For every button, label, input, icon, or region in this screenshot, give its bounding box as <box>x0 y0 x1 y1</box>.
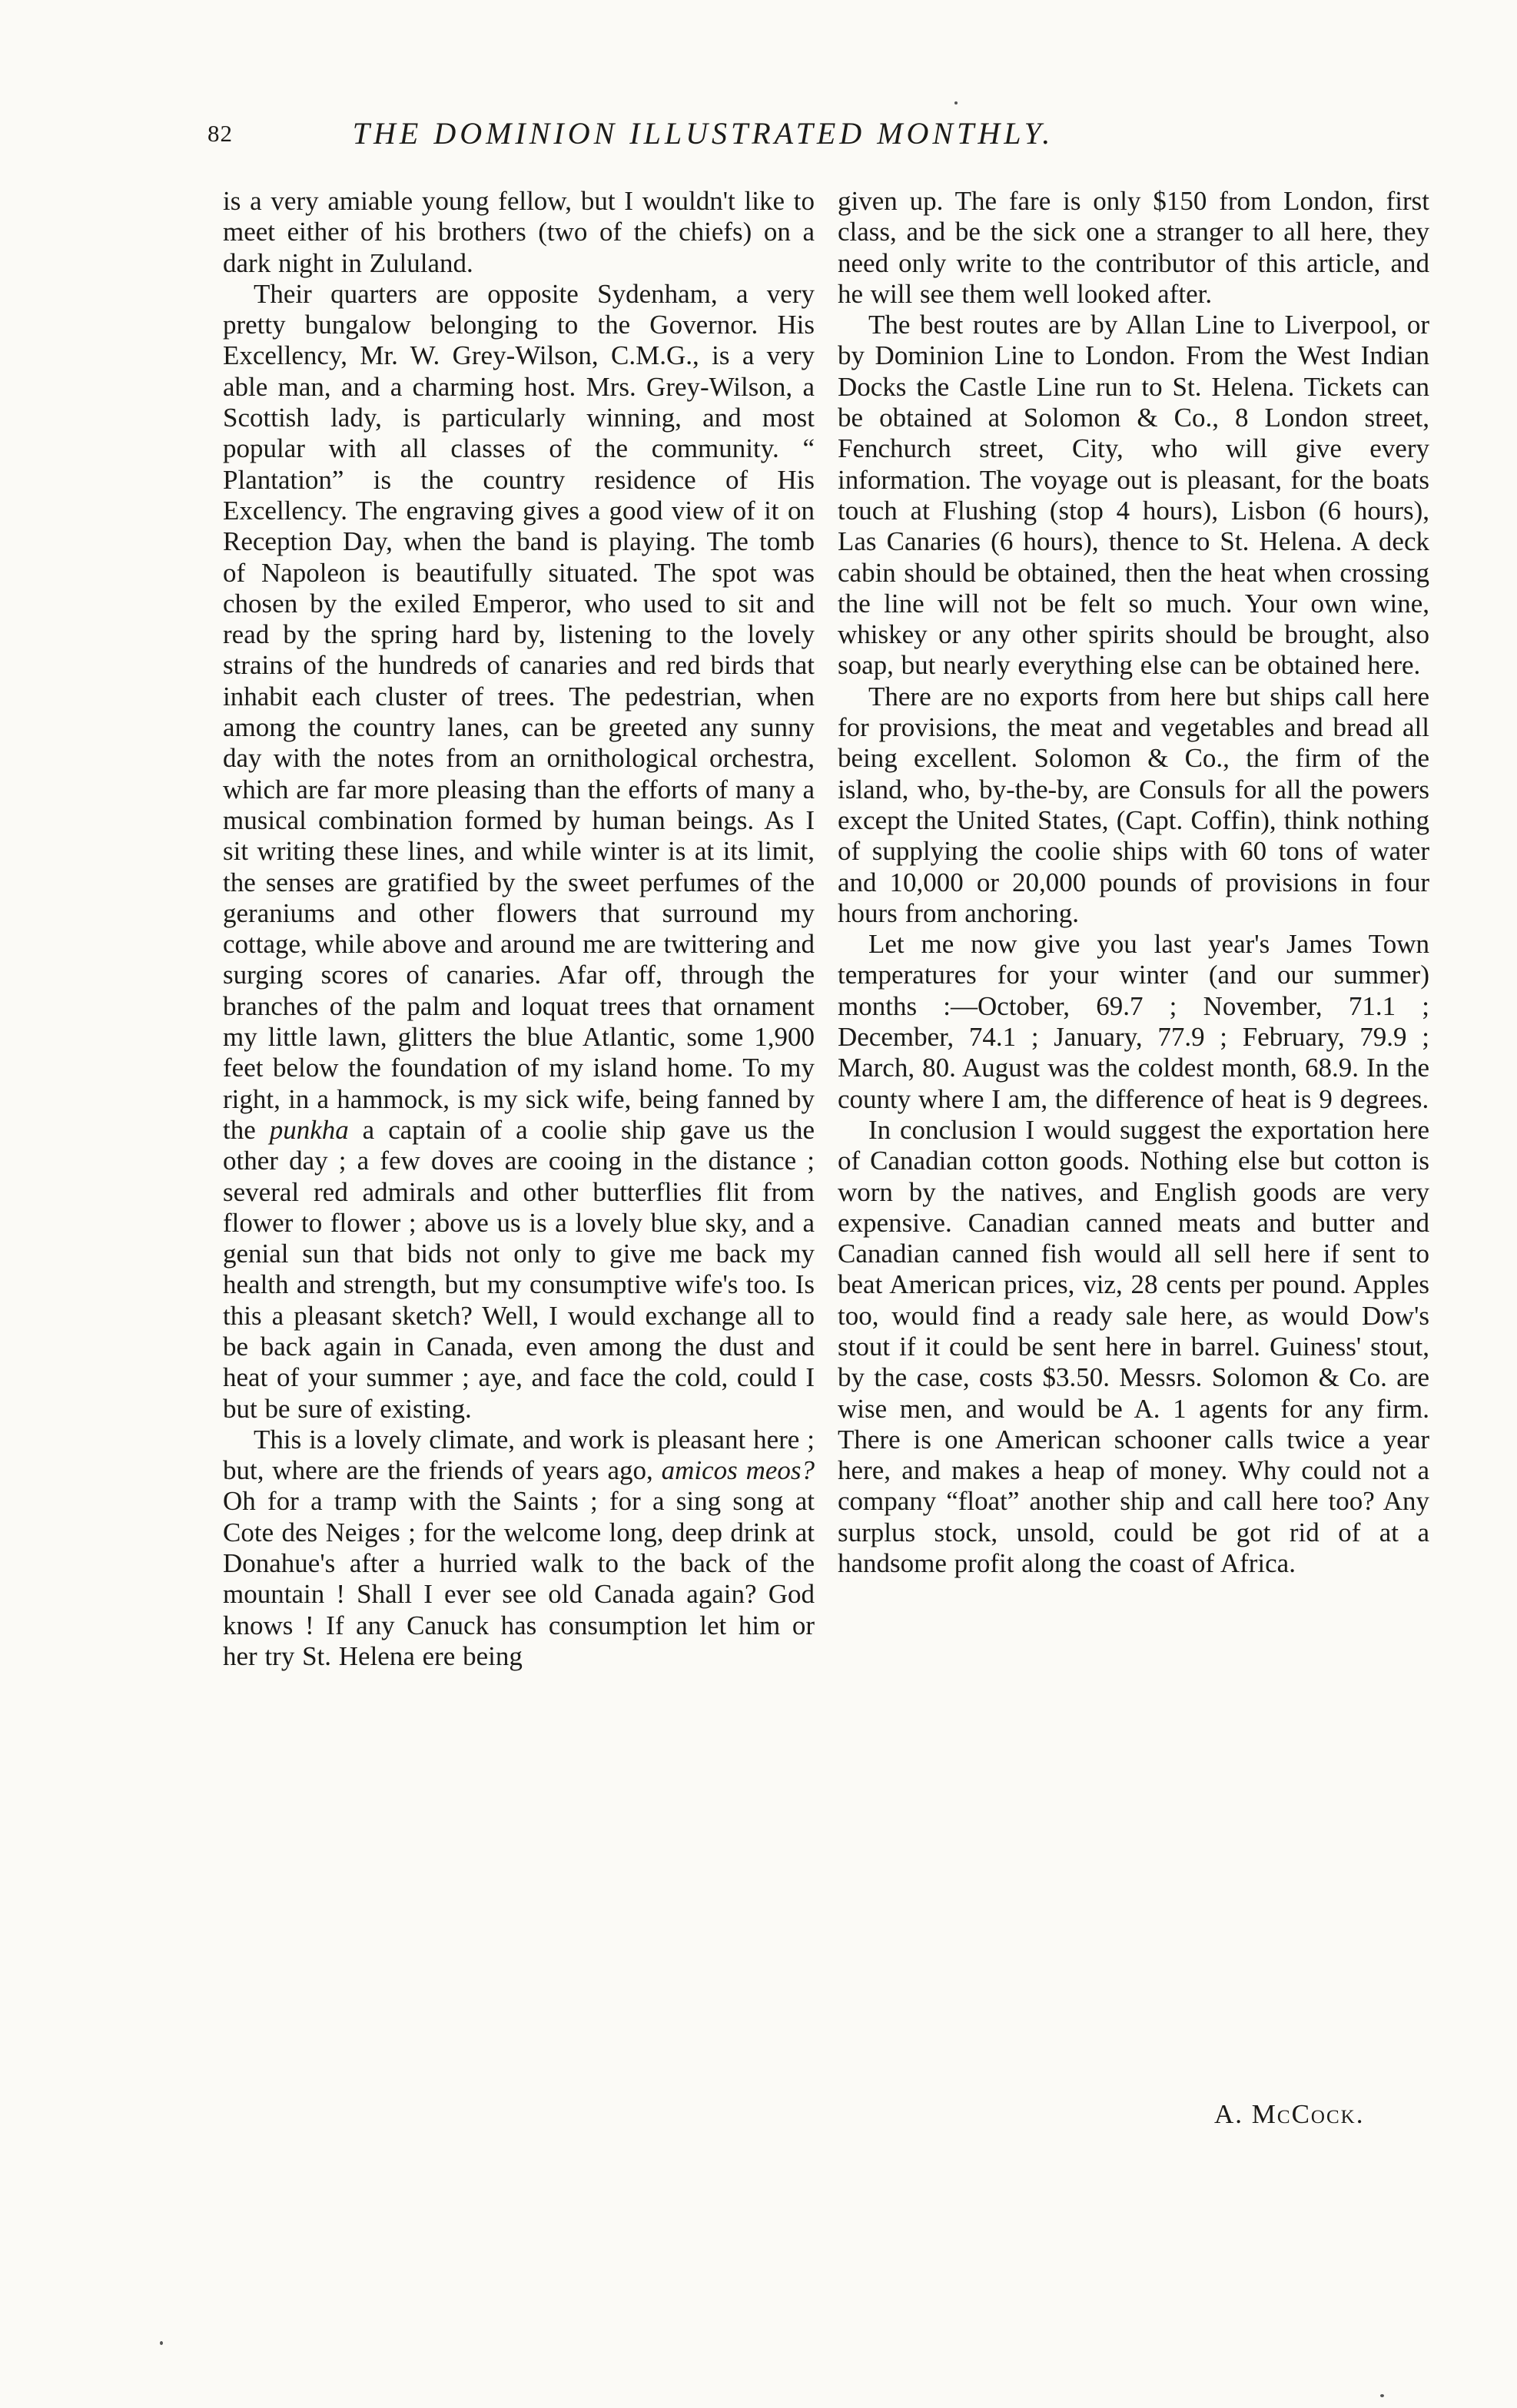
paragraph-text: Oh for a tramp with the Saints ; for a sing song at Cote des Neiges ; for the welcome long, deep drink at Donahue's after a hurried walk to the back of the mountain ! Shall I ever see old Canada again? God knows ! If any Canuck has consumption let him or her try St. Helena ere being <box>223 1486 815 1671</box>
paragraph: Let me now give you last year's James Town temperatures for your winter (and our summer) months :—October, 69.7 ; November, 71.1 ; December, 74.1 ; January, 77.9 ; February, 79.9 ; March, 80. August was the coldest month, 68.9. In the county where I am, the difference of heat is 9 degrees. <box>838 929 1429 1114</box>
page-number: 82 <box>207 120 233 147</box>
paragraph-text: Their quarters are opposite Sydenham, a very pretty bungalow belonging to the Governor. His Excellency, Mr. W. Grey-Wilson, C.M.G., is a very able man, and a charming host. Mrs. Grey-Wilson, a Scottish lady, is particularly winning, and most popular with all classes of the community. “ Plantation” is the country residence of His Excellency. The engraving gives a good view of it on Reception Day, when the band is playing. The tomb of Napoleon is beautifully situated. The spot was chosen by the exiled Emperor, who used to sit and read by the spring hard by, listening to the lovely strains of the hundreds of canaries and red birds that inhabit each cluster of trees. The pedestrian, when among the country lanes, can be greeted any sunny day with the notes from an ornithological orchestra, which are far more pleasing than the efforts of many a musical combination formed by human beings. As I sit writing these lines, and while winter is at its limit, the senses are gratified by the sweet perfumes of the geraniums and other flowers that surround my cottage, while above and around me are twittering and surging scores of canaries. Afar off, through the branches of the palm and loquat trees that ornament my little lawn, glitters the blue Atlantic, some 1,900 feet below the foundation of my island home. To my right, in a hammock, is my sick wife, being fanned by the <box>223 278 815 1145</box>
left-column <box>223 186 815 1672</box>
paragraph: In conclusion I would suggest the exportation here of Canadian cotton goods. Nothing else but cotton is worn by the natives, and English goods are very expensive. Canadian canned meats and butter and Canadian canned fish would all sell here if sent to beat American prices, viz, 28 cents per pound. Apples too, would find a ready sale here, as would Dow's stout if it could be sent here in barrel. Guiness' stout, by the case, costs $3.50. Messrs. Solomon & Co. are wise men, and would be A. 1 agents for any firm. There is one American schooner calls twice a year here, and makes a heap of money. Why could not a company “float” another ship and call here too? Any surplus stock, unsold, could be got rid of at a handsome profit along the coast of Africa. <box>838 1114 1429 1579</box>
paper-speck <box>160 2341 163 2345</box>
italic-term: amicos meos? <box>661 1455 815 1486</box>
paragraph: The best routes are by Allan Line to Liverpool, or by Dominion Line to London. From the West Indian Docks the Castle Line run to St. Helena. Tickets can be obtained at Solomon & Co., 8 London street, Fenchurch street, City, who will give every information. The voyage out is pleasant, for the boats touch at Flushing (stop 4 hours), Lisbon (6 hours), Las Canaries (6 hours), thence to St. Helena. A deck cabin should be obtained, then the heat when crossing the line will not be felt so much. Your own wine, whiskey or any other spirits should be brought, also soap, but nearly everything else can be obtained here. <box>838 310 1429 681</box>
paper-speck <box>1380 2394 1384 2397</box>
paragraph: There are no exports from here but ships call here for provisions, the meat and vegetables and bread all being excellent. Solomon & Co., the firm of the island, who, by-the-by, are Consuls for all the powers except the United States, (Capt. Coffin), think nothing of supplying the coolie ships with 60 tons of water and 10,000 or 20,000 pounds of provisions in four hours from anchoring. <box>838 681 1429 928</box>
running-title: THE DOMINION ILLUSTRATED MONTHLY. <box>352 116 1054 151</box>
paragraph: given up. The fare is only $150 from London, first class, and be the sick one a stranger to all here, they need only write to the contributor of this article, and he will see them well looked after. <box>838 186 1429 309</box>
paragraph: is a very amiable young fellow, but I wouldn't like to meet either of his brothers (two of the chiefs) on a dark night in Zululand. <box>223 186 815 278</box>
paragraph-text: a captain of a coolie ship gave us the other day ; a few doves are cooing in the distance ; several red admirals and other butterflies flit from flower to flower ; above us is a lovely blue sky, and a genial sun that bids not only to give me back my health and strength, but my consumptive wife's too. Is this a pleasant sketch? Well, I would exchange all to be back again in Canada, even among the dust and heat of your summer ; aye, and face the cold, could I but be sure of existing. <box>223 1114 815 1424</box>
author-signature: A. McCock. <box>1214 2099 1365 2129</box>
page-header <box>207 115 1199 164</box>
paragraph <box>223 1425 815 1672</box>
right-column <box>838 186 1429 1579</box>
italic-term: punkha <box>269 1114 349 1145</box>
paragraph-text: This is a lovely climate, and work is pleasant here ; but, where are the friends of years ago, <box>223 1424 815 1486</box>
paragraph <box>223 279 815 1425</box>
paper-speck <box>954 101 958 104</box>
